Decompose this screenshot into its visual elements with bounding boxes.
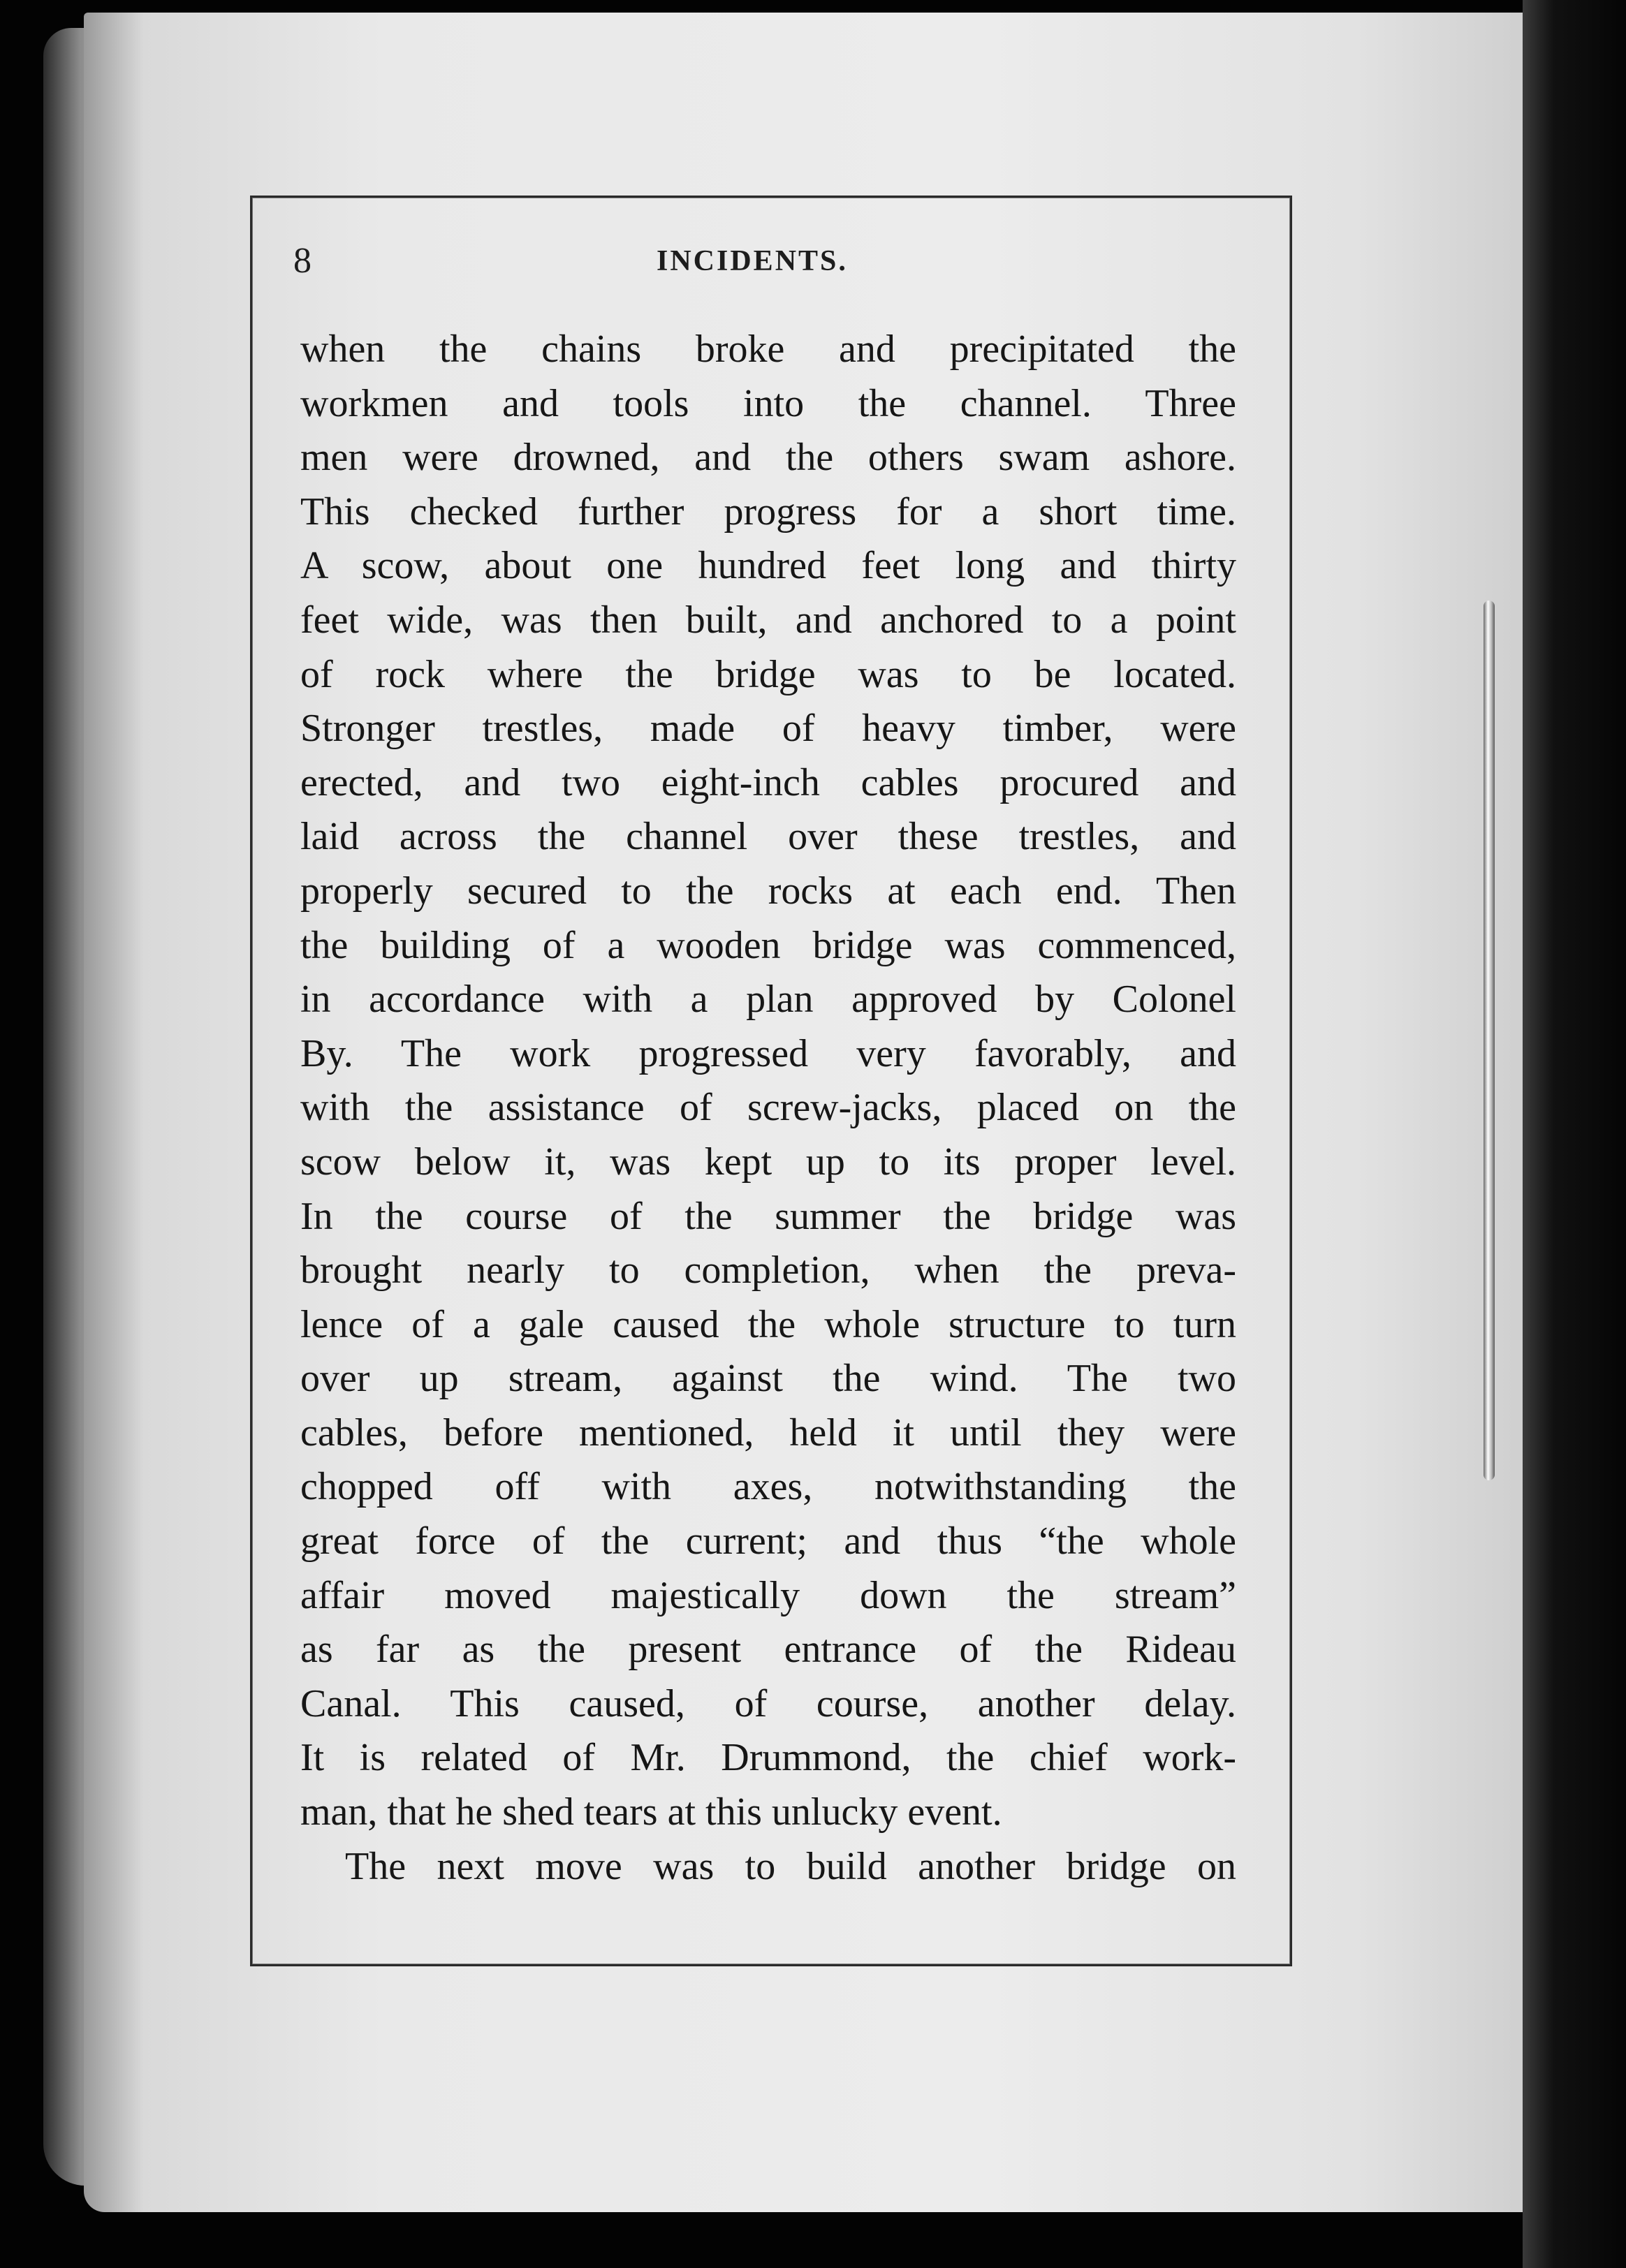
text-line: It is related of Mr. Drummond, the chief work-: [300, 1736, 1236, 1780]
text-line: lence of a gale caused the whole structure to turn: [300, 1302, 1236, 1346]
text-line: brought nearly to completion, when the preva-: [300, 1249, 1236, 1293]
text-line: the building of a wooden bridge was commenced,: [300, 923, 1236, 967]
text-line: chopped off with axes, notwithstanding the: [300, 1465, 1236, 1509]
text-line: in accordance with a plan approved by Colonel: [300, 978, 1236, 1022]
text-line: affair moved majestically down the stream”: [300, 1573, 1236, 1617]
text-line: By. The work progressed very favorably, and: [300, 1031, 1236, 1075]
text-line: Canal. This caused, of course, another delay.: [300, 1681, 1236, 1725]
text-line: erected, and two eight-inch cables procured and: [300, 760, 1236, 804]
text-line: with the assistance of screw-jacks, placed on the: [300, 1086, 1236, 1130]
running-head: INCIDENTS.: [657, 245, 848, 277]
text-line: of rock where the bridge was to be located.: [300, 652, 1236, 696]
text-line: scow below it, was kept up to its proper level.: [300, 1140, 1236, 1184]
text-line: cables, before mentioned, held it until they were: [300, 1411, 1236, 1455]
text-line: men were drowned, and the others swam ashore.: [300, 436, 1236, 480]
binding-highlight: [1484, 601, 1495, 1480]
text-line: as far as the present entrance of the Rideau: [300, 1628, 1236, 1672]
text-line: A scow, about one hundred feet long and thirty: [300, 544, 1236, 588]
text-line: properly secured to the rocks at each end. Then: [300, 869, 1236, 913]
text-line: over up stream, against the wind. The two: [300, 1357, 1236, 1401]
text-line: when the chains broke and precipitated the: [300, 327, 1236, 371]
text-line: great force of the current; and thus “the whole: [300, 1519, 1236, 1563]
text-line: In the course of the summer the bridge was: [300, 1194, 1236, 1238]
text-line: man, that he shed tears at this unlucky event.: [300, 1790, 1002, 1834]
text-line: laid across the channel over these trestles, and: [300, 815, 1236, 859]
page-gutter-shadow: [1523, 0, 1626, 2268]
text-line: workmen and tools into the channel. Three: [300, 381, 1236, 425]
text-line: The next move was to build another bridge on: [345, 1844, 1236, 1888]
page-header: [293, 240, 1250, 289]
text-line: feet wide, was then built, and anchored to a point: [300, 598, 1236, 642]
page-number: 8: [293, 241, 312, 281]
text-line: Stronger trestles, made of heavy timber, were: [300, 707, 1236, 751]
text-line: This checked further progress for a short time.: [300, 489, 1236, 533]
body-text: [300, 323, 1236, 1894]
